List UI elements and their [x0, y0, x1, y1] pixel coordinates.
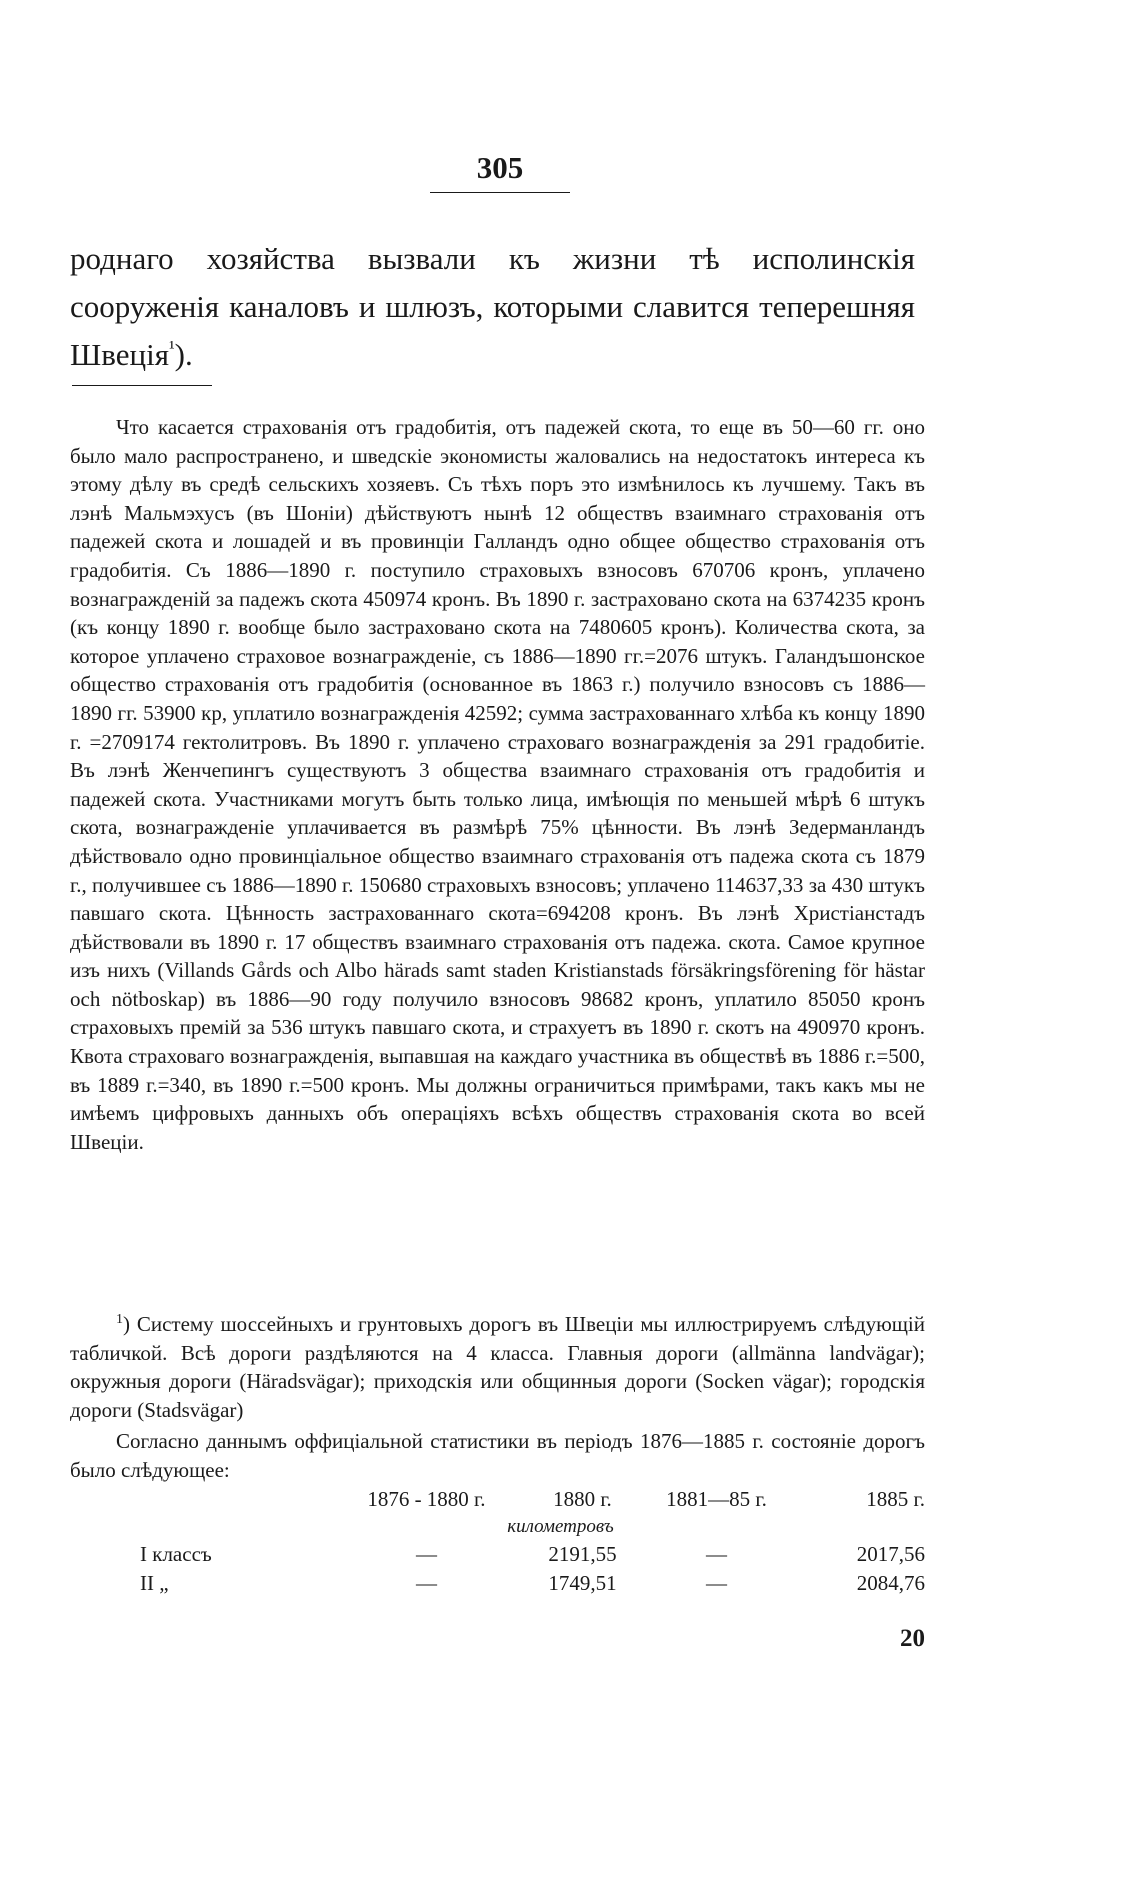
footnote-roads-mark: 1	[116, 1312, 123, 1327]
main-text-end: ).	[174, 337, 193, 372]
table-header-blank	[70, 1485, 336, 1514]
table-cell: —	[705, 1571, 727, 1595]
footnote-statistics: Согласно даннымъ оффиціальной статистики въ періодъ 1876—1885 г. состояніе дорогъ было слѣдующее:	[70, 1429, 925, 1482]
table-cell: 2191,55	[548, 1542, 617, 1566]
table-cell: —	[415, 1571, 437, 1595]
table-header: 1880 г.	[553, 1487, 612, 1511]
table-cell: —	[705, 1542, 727, 1566]
table-row	[70, 1540, 925, 1569]
table-cell: 1749,51	[548, 1571, 617, 1595]
footnote-insurance: Что касается страхованія отъ градобитія, отъ падежей скота, то еще въ 50—60 гг. оно было мало распространено, и шведскіе экономисты жаловались на недостатокъ интереса къ этому дѣлу въ средѣ сельскихъ хозяевъ. Съ тѣхъ поръ это измѣнилось къ лучшему. Такъ въ лэнѣ Мальмэхусъ (въ Шоніи) дѣйствуютъ нынѣ 12 обществъ взаимнаго страхованія отъ падежей скота и лошадей и въ провинціи Галландъ одно общее общество страхованія отъ градобитія. Съ 1886—1890 г. поступило страховыхъ взносовъ 670706 кронъ, уплачено вознагражденій за падежъ скота 450974 кронъ. Въ 1890 г. застраховано скота на 6374235 кронъ (къ концу 1890 г. вообще было застраховано скота на 7480605 кронъ). Количества скота, за которое уплачено страховое вознагражденіе, съ 1886—1890 гг.=2076 штукъ. Галандъшонское общество страхованія отъ градобитія (основанное въ 1863 г.) получило взносовъ съ 1886—1890 гг. 53900 кр, уплатило вознагражденія 42592; сумма застрахованнаго хлѣба къ концу 1890 г. =2709174 гектолитровъ. Въ 1890 г. уплачено страховаго вознагражденія за 291 градобитіе. Въ лэнѣ Женчепингъ существуютъ 3 общества взаимнаго страхованія отъ градобитія и падежей скота. Участниками могутъ быть только лица, имѣющія по меньшей мѣрѣ 6 штукъ скота, вознагражденіе уплачивается въ размѣрѣ 75% цѣнности. Въ лэнѣ Зедерманландъ дѣйствовало одно провинціальное общество взаимнаго страхованія отъ падежа скота съ 1879 г., получившее съ 1886—1890 г. 150680 страховыхъ взносовъ; уплачено 114637,33 за 430 штукъ павшаго скота. Цѣнность застрахованнаго скота=694208 кронъ. Въ лэнѣ Христіанстадъ дѣйствовали въ 1890 г. 17 обществъ взаимнаго страхованія отъ падежа. скота. Самое крупное изъ нихъ (Villands Gårds och Albo härads samt staden Kristianstads försäkringsförening för hästar och nötboskap) въ 1886—90 году получило взносовъ 98682 кронъ, уплатило 85050 кронъ страховыхъ премій за 536 штукъ павшаго скота, и страхуетъ въ 1890 г. скотъ на 490970 кронъ. Квота страховаго вознагражденія, выпавшая на каждаго участника въ обществѣ въ 1886 г.=500, въ 1889 г.=340, въ 1890 г.=500 кронъ. Мы должны ограничиться примѣрами, такъ какъ мы не имѣемъ цифровыхъ данныхъ объ операціяхъ всѣхъ обществъ страхованія скота во всей Швеціи.	[70, 415, 925, 1154]
signature-mark: 20	[900, 1625, 925, 1652]
table-unit-row	[70, 1514, 925, 1540]
table-cell: —	[415, 1542, 437, 1566]
table-header: 1876 - 1880 г.	[367, 1487, 486, 1511]
main-text-ref-mark: ¹	[168, 337, 175, 359]
table-header: 1881—85 г.	[666, 1487, 767, 1511]
table-row	[70, 1569, 925, 1598]
table-cell: 2017,56	[856, 1542, 925, 1566]
table-header-row	[70, 1485, 925, 1514]
footnote-roads	[70, 1310, 925, 1424]
table-cell: 2084,76	[856, 1571, 925, 1595]
footnote-roads-text: ) Систему шоссейныхъ и грунтовыхъ дорогъ въ Швеціи мы иллюстрируемъ слѣдующій табличкой. Всѣ дороги раздѣляются на 4 класса. Главныя дороги (allmänna landvägar); окружныя дороги (Häradsvägar); приходскія или общинныя дороги (Socken vägar); городскія дороги (Stadsvägar)	[70, 1312, 925, 1422]
table-row-label: I классъ	[140, 1542, 212, 1566]
footnote-divider	[72, 385, 212, 386]
roads-table	[70, 1485, 925, 1598]
table-unit: километровъ	[507, 1516, 614, 1537]
table-row-label: II „	[140, 1571, 169, 1595]
page-number: 305	[430, 150, 570, 193]
main-text-body: роднаго хозяйства вызвали къ жизни тѣ исполинскія сооруженія каналовъ и шлюзъ, которыми славится теперешняя Швеція	[70, 241, 915, 372]
main-text	[70, 235, 915, 379]
table-header: 1885 г.	[866, 1487, 925, 1511]
